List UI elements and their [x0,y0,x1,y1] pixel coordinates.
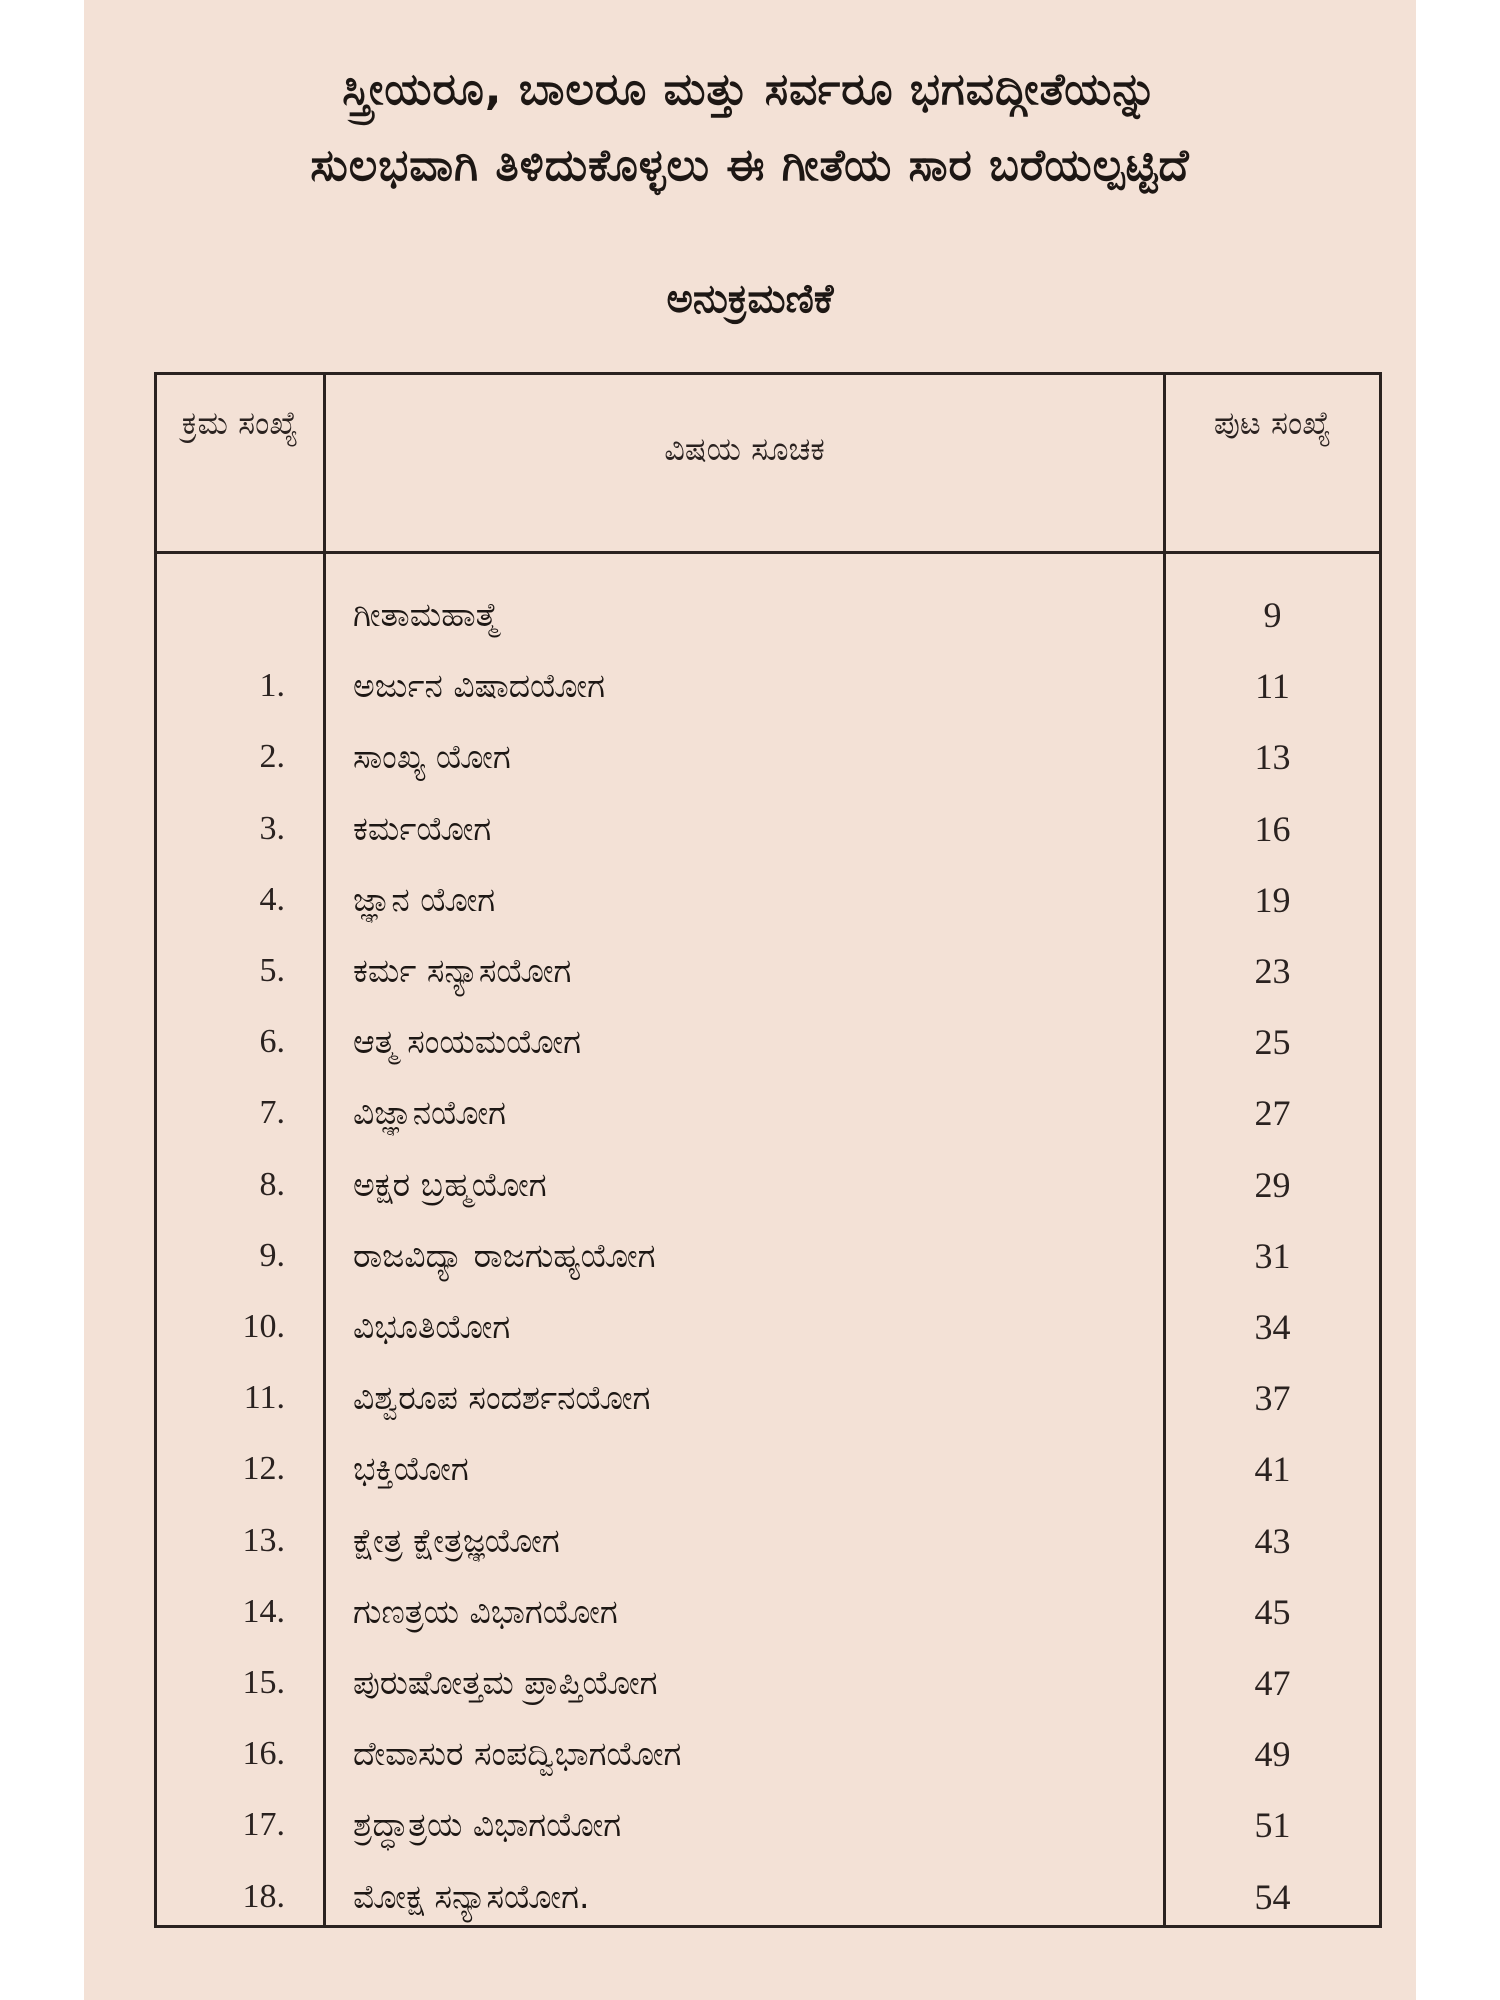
chapter-number: 7. [259,1094,285,1132]
chapter-title: ಸಾಂಖ್ಯ ಯೋಗ [353,737,511,777]
table-row [157,1291,1379,1363]
table-row [157,1149,1379,1221]
table-row [157,793,1379,865]
table-row [157,1861,1379,1933]
chapter-title: ವಿಜ್ಞಾನಯೋಗ [353,1093,506,1133]
table-row [157,1433,1379,1505]
chapter-title: ಗುಣತ್ರಯ ವಿಭಾಗಯೋಗ [353,1591,618,1631]
chapter-number: 4. [259,880,285,918]
page-number: 49 [1254,1734,1291,1775]
column-header-page: ಪುಟ ಸಂಖ್ಯೆ [1213,404,1332,442]
table-row [157,1576,1379,1648]
chapter-number: 17. [242,1806,285,1844]
chapter-title: ವಿಭೂತಿಯೋಗ [353,1307,511,1346]
chapter-title: ಮೋಕ್ಷ ಸನ್ಯಾಸಯೋಗ. [353,1876,590,1916]
chapter-title: ಪುರುಷೋತ್ತಮ ಪ್ರಾಪ್ತಿಯೋಗ [353,1663,658,1702]
page-number: 11 [1255,666,1290,707]
table-row [157,1220,1379,1292]
chapter-number: 16. [242,1735,285,1773]
chapter-title: ಭಕ್ತಿಯೋಗ [353,1449,469,1489]
chapter-number: 5. [259,952,285,989]
chapter-number: 8. [259,1165,285,1203]
chapter-number: 12. [242,1450,285,1488]
chapter-title: ಕರ್ಮ ಸನ್ಯಾಸಯೋಗ [353,951,572,990]
page-number: 34 [1254,1307,1291,1347]
page-number: 31 [1254,1235,1291,1276]
book-page [84,0,1416,2000]
chapter-number: 3. [259,809,285,847]
heading-line-2: ಸುಲಭವಾಗಿ ತಿಳಿದುಕೊಳ್ಳಲು ಈ ಗೀತೆಯ ಸಾರ ಬರೆಯಲ್ಪಟ್ಟಿದೆ [310,140,1190,191]
page-number: 29 [1254,1164,1291,1205]
page-number: 25 [1254,1022,1291,1063]
chapter-number: 6. [259,1023,285,1061]
chapter-title: ಆತ್ಮ ಸಂಯಮಯೋಗ [353,1022,582,1062]
table-row [157,721,1379,793]
page-number: 45 [1254,1591,1291,1632]
table-row [157,579,1379,651]
table-row [157,1077,1379,1149]
chapter-title: ವಿಶ್ವರೂಪ ಸಂದರ್ಶನಯೋಗ [353,1378,651,1418]
chapter-number: 11. [243,1379,285,1417]
chapter-title: ಗೀತಾಮಹಾತ್ಮೆ [353,595,499,634]
chapter-title: ದೇವಾಸುರ ಸಂಪದ್ವಿಭಾಗಯೋಗ [353,1734,682,1774]
page-number: 47 [1254,1663,1291,1703]
table-row [157,864,1379,936]
chapter-title: ರಾಜವಿದ್ಯಾ ರಾಜಗುಹ್ಯಯೋಗ [353,1235,656,1275]
chapter-number: 10. [242,1308,285,1345]
page-number: 27 [1254,1093,1291,1134]
table-row [157,1505,1379,1577]
heading-line-1: ಸ್ತ್ರೀಯರೂ, ಬಾಲರೂ ಮತ್ತು ಸರ್ವರೂ ಭಗವದ್ಗೀತೆಯನ್ನು [342,64,1158,115]
table-row [157,1647,1379,1719]
page-number: 9 [1263,595,1282,635]
chapter-title: ಅಕ್ಷರ ಬ್ರಹ್ಮಯೋಗ [353,1164,547,1204]
chapter-title: ಜ್ಞಾನ ಯೋಗ [353,879,496,919]
column-header-number: ಕ್ರಮ ಸಂಖ್ಯೆ [181,404,299,442]
chapter-number: 1. [259,667,285,705]
chapter-number: 9. [259,1236,285,1274]
table-row [157,1006,1379,1078]
chapter-number: 13. [242,1521,285,1559]
page-number: 43 [1254,1520,1291,1561]
page-number: 41 [1254,1449,1291,1490]
table-row [157,935,1379,1007]
chapter-title: ಕರ್ಮಯೋಗ [353,808,492,848]
column-header-subject: ವಿಷಯ ಸೂಚಕ [664,430,825,468]
chapter-title: ಕ್ಷೇತ್ರ ಕ್ಷೇತ್ರಜ್ಞಯೋಗ [353,1520,560,1560]
table-row [157,1789,1379,1861]
page-number: 23 [1254,951,1291,991]
table-row [157,1362,1379,1434]
table-row [157,650,1379,722]
chapter-number: 2. [259,738,285,776]
chapter-title: ಶ್ರದ್ಧಾತ್ರಯ ವಿಭಾಗಯೋಗ [353,1805,622,1845]
chapter-title: ಅರ್ಜುನ ವಿಷಾದಯೋಗ [353,666,605,706]
page-number: 51 [1254,1805,1291,1846]
header-divider [157,551,1379,554]
chapter-number: 14. [242,1592,285,1630]
page-number: 16 [1254,808,1291,849]
page-number: 54 [1254,1876,1291,1917]
chapter-number: 18. [242,1877,285,1915]
chapter-number: 15. [242,1664,285,1701]
page-number: 19 [1254,879,1291,920]
table-row [157,1718,1379,1790]
table-of-contents [154,372,1382,1928]
page-number: 13 [1254,737,1291,778]
contents-title: ಅನುಕ್ರಮಣಿಕೆ [666,276,834,322]
page-number: 37 [1254,1378,1291,1419]
